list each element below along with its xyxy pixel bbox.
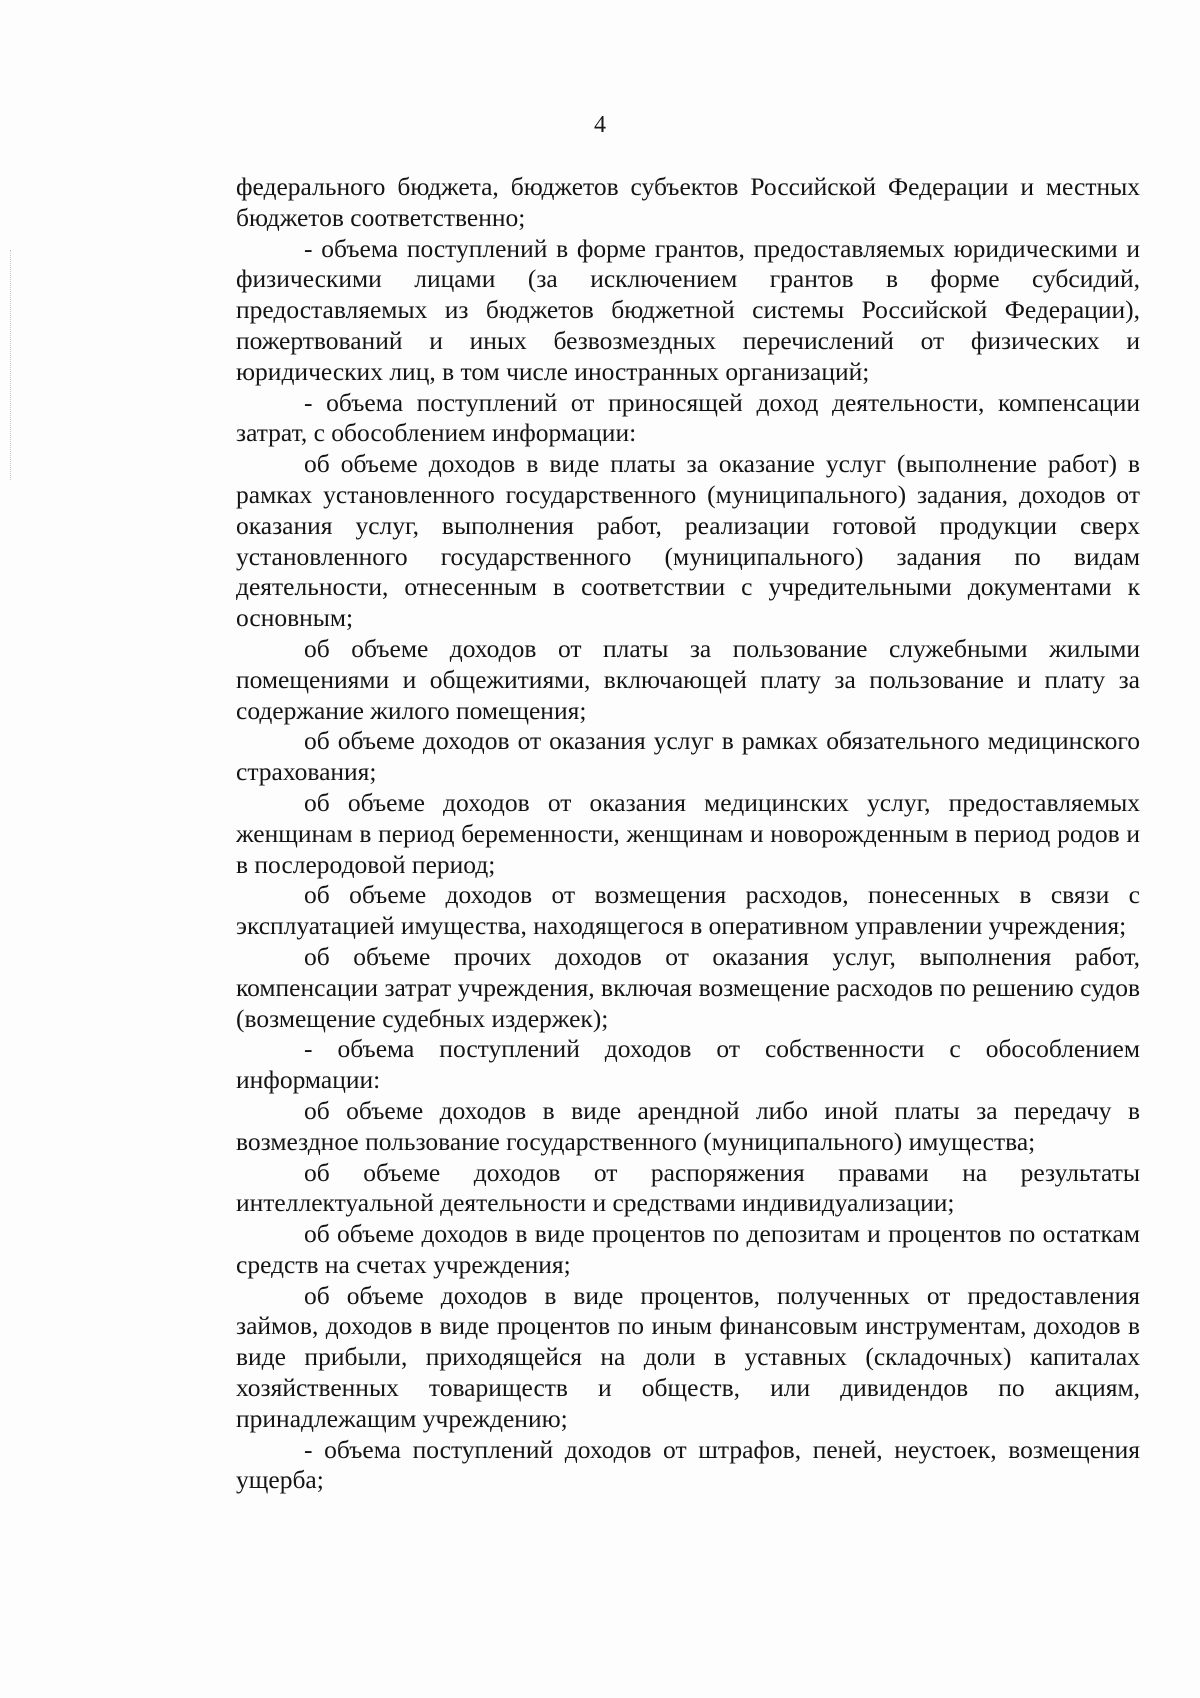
paragraph: - объема поступлений от приносящей доход деятельности, компенсации затрат, с обособлением информации: <box>236 387 1140 448</box>
scan-edge-mark <box>10 250 12 480</box>
paragraph: об объеме доходов в виде арендной либо иной платы за передачу в возмездное пользование государственного (муниципального) имущества; <box>236 1095 1140 1156</box>
paragraph: федерального бюджета, бюджетов субъектов Российской Федерации и местных бюджетов соответственно; <box>236 172 1140 232</box>
paragraph: об объеме доходов от оказания медицинских услуг, предоставляемых женщинам в период беременности, женщинам и новорожденным в период родов и в послеродовой период; <box>236 787 1140 879</box>
paragraph: об объеме доходов от оказания услуг в рамках обязательного медицинского страхования; <box>236 726 1140 787</box>
paragraph: об объеме прочих доходов от оказания услуг, выполнения работ, компенсации затрат учреждения, включая возмещение расходов по решению судов (возмещение судебных издержек); <box>236 941 1140 1033</box>
paragraph: об объеме доходов от распоряжения правами на результаты интеллектуальной деятельности и средствами индивидуализации; <box>236 1157 1140 1218</box>
paragraph: об объеме доходов в виде платы за оказание услуг (выполнение работ) в рамках установленного государственного (муниципального) задания, доходов от оказания услуг, выполнения работ, реализации готовой продукции сверх установленного государственного (муниципального) задания по видам деятельности, отнесенным в соответствии с учредительными документами к основным; <box>236 449 1140 633</box>
paragraph: - объема поступлений доходов от собственности с обособлением информации: <box>236 1034 1140 1095</box>
paragraph: - объема поступлений в форме грантов, предоставляемых юридическими и физическими лицами (за исключением грантов в форме субсидий, предоставляемых из бюджетов бюджетной системы Российской Федерации), пожертвований и иных безвозмездных перечислений от физических и юридических лиц, в том числе иностранных организаций; <box>236 233 1140 386</box>
paragraph: об объеме доходов в виде процентов по депозитам и процентов по остаткам средств на счетах учреждения; <box>236 1219 1140 1279</box>
document-body <box>236 172 1140 1496</box>
paragraph: - объема поступлений доходов от штрафов, пеней, неустоек, возмещения ущерба; <box>236 1434 1140 1495</box>
page-number: 4 <box>594 112 606 138</box>
paragraph: об объеме доходов в виде процентов, полученных от предоставления займов, доходов в виде процентов по иным финансовым инструментам, доходов в виде прибыли, приходящейся на доли в уставных (складочных) капиталах хозяйственных товариществ и обществ, или дивидендов по акциям, принадлежащим учреждению; <box>236 1280 1140 1433</box>
paragraph: об объеме доходов от платы за пользование служебными жилыми помещениями и общежитиями, включающей плату за пользование и плату за содержание жилого помещения; <box>236 633 1140 725</box>
paragraph: об объеме доходов от возмещения расходов, понесенных в связи с эксплуатацией имущества, находящегося в оперативном управлении учреждения; <box>236 880 1140 941</box>
